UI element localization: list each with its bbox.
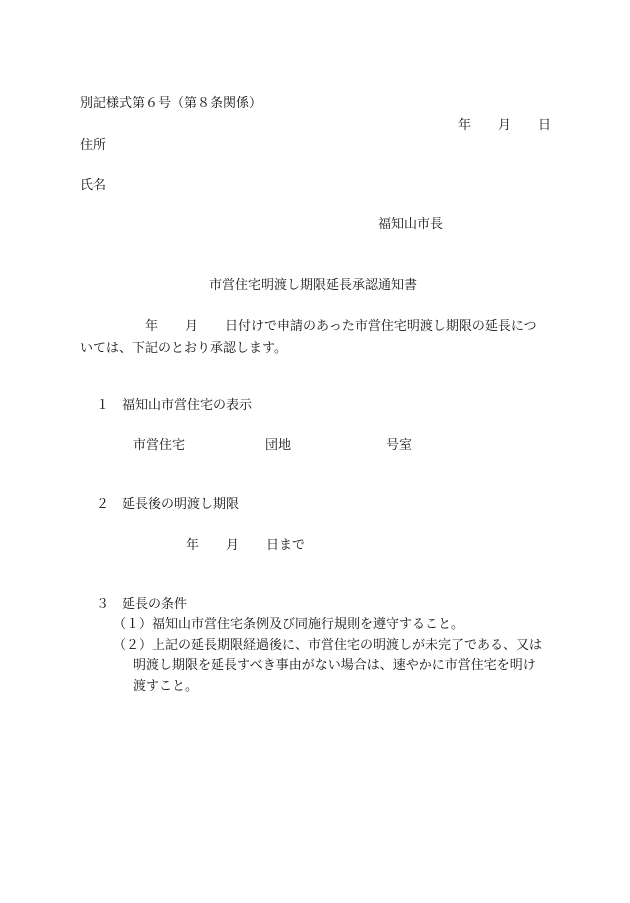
deadline-year-label: 年: [186, 538, 200, 553]
date-year-label: 年: [458, 118, 472, 133]
sender-title: 福知山市長: [378, 217, 444, 232]
complex-label: 団地: [265, 438, 292, 453]
form-number: 別記様式第６号（第８条関係）: [80, 96, 263, 111]
deadline-month-label: 月: [226, 538, 240, 553]
section1-heading: １ 福知山市営住宅の表示: [96, 398, 253, 413]
address-label: 住所: [80, 138, 107, 153]
section3-heading: ３ 延長の条件: [96, 597, 188, 612]
body-year-label: 年: [145, 319, 159, 334]
body-text-line1: 日付けで申請のあった市営住宅明渡し期限の延長につ: [225, 319, 537, 334]
deadline-until-label: 日まで: [266, 538, 306, 553]
condition-item-2-line3: 渡すこと。: [133, 679, 199, 694]
condition-item-2-line2: 明渡し期限を延長すべき事由がない場合は、速やかに市営住宅を明け: [133, 658, 536, 673]
body-text-line2: いては、下記のとおり承認します。: [80, 341, 287, 356]
section2-heading: ２ 延長後の明渡し期限: [96, 497, 240, 512]
condition-item-2-line1: （２）上記の延長期限経過後に、市営住宅の明渡しが未完了である、又は: [113, 638, 543, 653]
room-label: 号室: [386, 438, 413, 453]
date-day-label: 日: [538, 118, 552, 133]
body-month-label: 月: [185, 319, 199, 334]
housing-label: 市営住宅: [133, 438, 186, 453]
date-month-label: 月: [498, 118, 512, 133]
condition-item-1: （１）福知山市営住宅条例及び同施行規則を遵守すること。: [113, 617, 465, 632]
name-label: 氏名: [80, 178, 107, 193]
document-title: 市営住宅明渡し期限延長承認通知書: [209, 278, 418, 293]
